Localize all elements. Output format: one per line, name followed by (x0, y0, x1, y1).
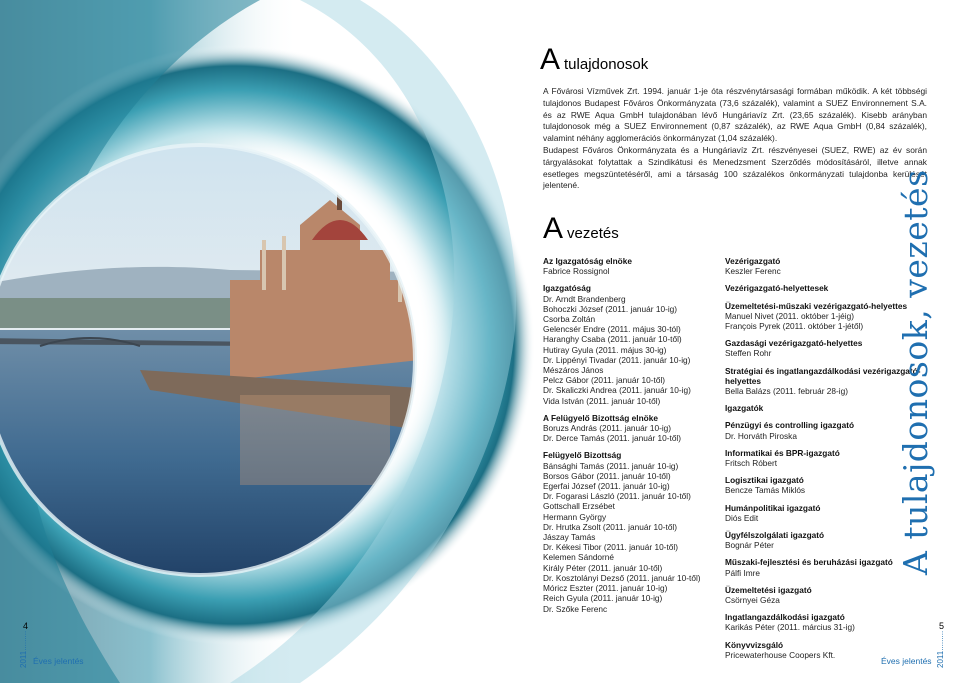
person-name: Dr. Szőke Ferenc (543, 603, 608, 614)
person-name: Gottschall Erzsébet (543, 501, 615, 512)
role-title: Humánpolitikai igazgató (725, 502, 821, 513)
person-name: Pelcz Gábor (2011. január 10-től) (543, 375, 666, 386)
person-name: Dr. Skaliczki Andrea (2011. január 10-ig) (543, 385, 691, 396)
person-name: Bencze Tamás Miklós (725, 485, 806, 496)
person-name: Haranghy Csaba (2011. január 10-től) (543, 334, 682, 345)
person-name: Vida István (2011. január 10-től) (543, 395, 661, 406)
person-name: Bohoczki József (2011. január 10-ig) (543, 303, 678, 314)
management-heading-cap: A (543, 212, 564, 245)
person-name: Karikás Péter (2011. március 31-ig) (725, 622, 855, 633)
role-title: Ügyfélszolgálati igazgató (725, 530, 825, 541)
person-name: Pálfi Imre (725, 567, 761, 578)
role-title: Informatikai és BPR-igazgató (725, 447, 840, 458)
person-name: Hermann György (543, 511, 607, 522)
person-name: Dr. Fogarasi László (2011. január 10-től) (543, 491, 691, 502)
year-label-left: 2011......... (19, 630, 28, 668)
person-name: Steffen Rohr (725, 348, 772, 359)
person-name: Király Péter (2011. január 10-től) (543, 562, 663, 573)
person-name: Dr. Arndt Brandenberg (543, 293, 626, 304)
person-name: Csörnyei Géza (725, 595, 780, 606)
person-name: Bánsághi Tamás (2011. január 10-ig) (543, 460, 679, 471)
role-title: Vezérigazgató (725, 256, 781, 266)
role-title: Pénzügyi és controlling igazgató (725, 420, 855, 431)
footer-report-left: Éves jelentés (33, 656, 84, 666)
management-heading-rest: vezetés (567, 225, 619, 242)
page-number-left: 4 (23, 621, 29, 631)
year-label-right: 2011......... (936, 630, 945, 668)
role-title: Ingatlangazdálkodási igazgató (725, 612, 845, 623)
person-name: Keszler Ferenc (725, 266, 781, 277)
person-name: Kelemen Sándorné (543, 552, 615, 563)
owners-heading-rest: tulajdonosok (564, 56, 649, 73)
management-left-column (543, 256, 723, 614)
person-name: Dr. Derce Tamás (2011. január 10-től) (543, 433, 682, 444)
person-name: Egerfai József (2011. január 10-ig) (543, 481, 670, 492)
person-name: Móricz Eszter (2011. január 10-ig) (543, 583, 668, 594)
role-title: Igazgatóság (543, 283, 591, 294)
role-title: Az Igazgatóság elnöke (543, 256, 632, 266)
person-name: François Pyrek (2011. október 1-jétől) (725, 321, 864, 332)
role-title: A Felügyelő Bizottság elnöke (543, 412, 658, 423)
role-title: Gazdasági vezérigazgató-helyettes (725, 338, 863, 349)
person-name: Mészáros János (543, 365, 604, 376)
person-name: Hutiray Gyula (2011. május 30-ig) (543, 344, 667, 355)
person-name: Diós Edit (725, 512, 759, 523)
person-name: Jászay Tamás (543, 532, 596, 543)
role-title: Igazgatók (725, 403, 764, 414)
role-title: Üzemeltetési-műszaki vezérigazgató-helyettes (725, 300, 908, 311)
person-name: Csorba Zoltán (543, 314, 596, 325)
owners-intro (543, 86, 927, 192)
person-name: Dr. Lippényi Tivadar (2011. január 10-ig) (543, 354, 691, 365)
role-title: Műszaki-fejlesztési és beruházási igazgató (725, 557, 893, 568)
owners-paragraph-2: Budapest Főváros Önkormányzata és a Hungáriavíz Zrt. részvényesei (SUEZ, RWE) az év során tárgyalásokat folytattak a Szindikátusi és Menedzsment Szerződés módosításáról, illetve annak esetleges megszüntetéséről, ami a társaság 100 százalékos önkormányzati tulajdonba kerülését jelentené. (543, 144, 927, 191)
person-name: Bella Balázs (2011. február 28-ig) (725, 386, 848, 397)
role-title: Vezérigazgató-helyettesek (725, 283, 829, 294)
person-name: Dr. Kékesi Tibor (2011. január 10-től) (543, 542, 678, 553)
person-name: Dr. Kosztolányi Dezső (2011. január 10-től) (543, 572, 701, 583)
owners-paragraph-1: A Fővárosi Vízművek Zrt. 1994. január 1-je óta részvénytársasági formában működik. A két többségi tulajdonos Budapest Főváros Önkormányzata (73,6 százalék), valamint a SUEZ Environnement S.A. és az RWE Aqua GmbH tulajdonában lévő Hungáriavíz Zrt. (23,65 százalék). Kisebb arányban tulajdonosok még a SUEZ Environnement (0,87 százalék), az RWE Aqua GmbH (0,84 százalék), valamint néhány agglomerációs önkormányzat (1,04 százalék). (543, 86, 927, 144)
role-title: Felügyelő Bizottság (543, 450, 622, 461)
person-name: Borsos Gábor (2011. január 10-től) (543, 470, 671, 481)
management-right-column (725, 256, 925, 660)
vertical-section-title: A tulajdonosok, vezetés (896, 169, 935, 575)
person-name: Manuel Nivet (2011. október 1-jéig) (725, 310, 854, 321)
person-name: Pricewaterhouse Coopers Kft. (725, 649, 836, 660)
person-name: Fritsch Róbert (725, 458, 778, 469)
management-heading (543, 214, 619, 244)
role-title: Üzemeltetési igazgató (725, 584, 812, 595)
page-number-right: 5 (939, 621, 945, 631)
owners-heading-cap: A (540, 43, 561, 76)
person-name: Reich Gyula (2011. január 10-ig) (543, 593, 663, 604)
role-title: Logisztikai igazgató (725, 475, 804, 486)
person-name: Dr. Horváth Piroska (725, 430, 797, 441)
person-name: Bognár Péter (725, 540, 774, 551)
person-name: Gelencsér Endre (2011. május 30-tól) (543, 324, 681, 335)
person-name: Dr. Hrutka Zsolt (2011. január 10-től) (543, 521, 678, 532)
owners-heading (540, 45, 648, 75)
footer-report-right: Éves jelentés (881, 656, 932, 666)
role-title: Könyvvizsgáló (725, 639, 784, 650)
person-name: Boruzs András (2011. január 10-ig) (543, 423, 672, 434)
role-title: Stratégiai és ingatlangazdálkodási vezérigazgató-helyettes (725, 365, 921, 386)
person-name: Fabrice Rossignol (543, 266, 610, 277)
